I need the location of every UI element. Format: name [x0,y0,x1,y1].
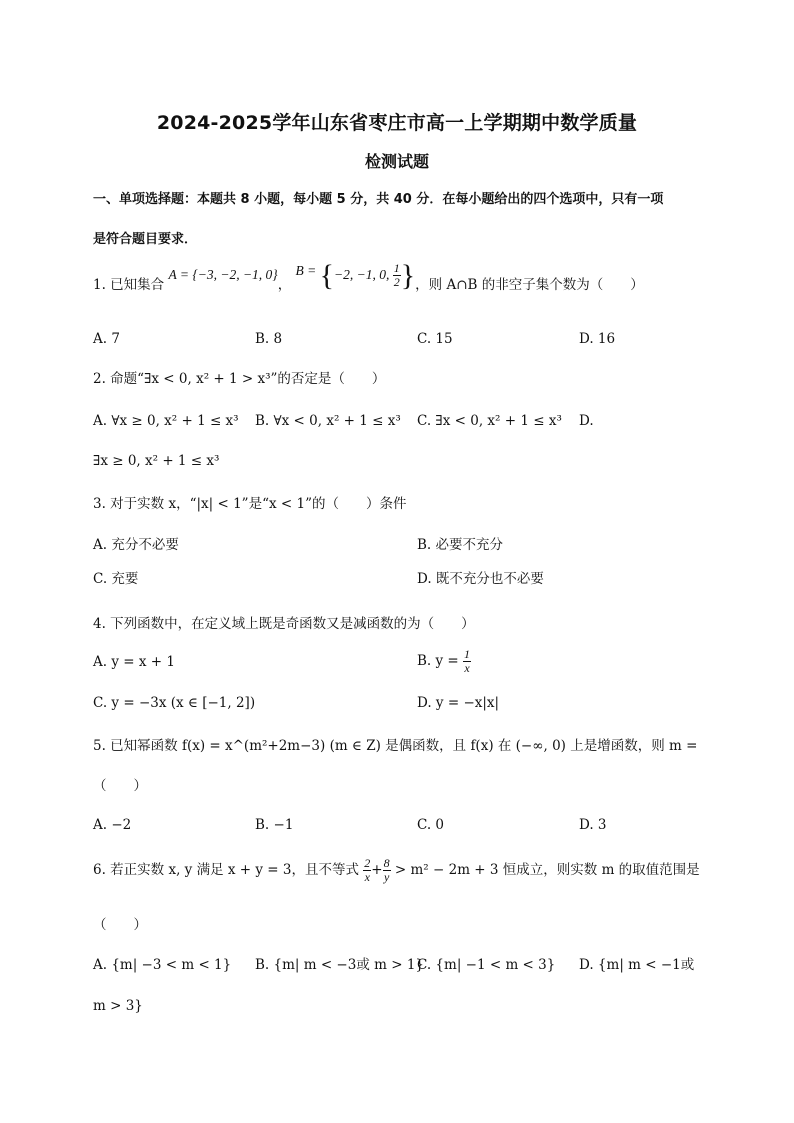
q4-option-b [417,648,471,675]
q1-half-fraction [393,262,401,289]
q3-option-d: D. 既不充分也不必要 [417,571,544,587]
document-subtitle: 检测试题 [364,152,429,171]
q6-option-d: D. {m| m < −1或 [579,957,695,973]
question-6-stem [93,855,700,885]
q5-option-b: B. −1 [255,817,294,833]
q2-option-b: B. ∀x < 0, x² + 1 ≤ x³ [255,413,401,429]
q1-option-b: B. 8 [255,331,283,347]
q4-option-d: D. y = −x|x| [417,695,500,711]
q1-option-d: D. 16 [579,331,616,347]
q4-b-num: 1 [464,647,471,661]
section-heading-line2: 是符合题目要求． [93,232,198,247]
q4-option-b-fraction [463,648,471,675]
q2-option-a: A. ∀x ≥ 0, x² + 1 ≤ x³ [93,413,239,429]
q2-option-d: D. [579,413,594,429]
q4-b-den: x [464,661,470,675]
q1-option-a: A. 7 [93,331,120,347]
q1-set-b-prefix: B = [295,263,320,278]
q6-option-c: C. {m| −1 < m < 3} [417,957,556,973]
q4-option-b-prefix: B. y = [417,653,464,669]
q6-f2-num: 8 [383,856,390,870]
question-6-blank: （ ） [93,917,147,933]
q6-f1-den: x [364,870,370,884]
q6-option-b: B. {m| m < −3或 m > 1} [255,957,424,973]
q3-option-a: A. 充分不必要 [93,537,179,553]
q5-option-a: A. −2 [93,817,132,833]
question-1-stem: 1. 已知集合 A = {−3, −2, −1, 0}， B = {−2, −1, 0, $\frac{1}{2}$ }，则 A∩B 的非空子集个数为（ ） [93,258,644,293]
q1-prefix: 1. 已知集合 [93,277,165,293]
document-title: 2024-2025学年山东省枣庄市高一上学期期中数学质量 [156,112,638,134]
q4-option-a: A. y = x + 1 [93,654,175,670]
q6-suffix: > m² − 2m + 3 恒成立，则实数 m 的取值范围是 [394,862,700,878]
q6-plus: + [371,862,383,878]
q1-brace-left: { [319,258,335,292]
q6-option-a: A. {m| −3 < m < 1} [93,957,232,973]
q1-option-c: C. 15 [417,331,453,347]
question-5-blank: （ ） [93,778,147,794]
q4-option-c: C. y = −3x (x ∈ [−1, 2]) [93,695,256,711]
section-heading-line1: 一、单项选择题：本题共 8 小题，每小题 5 分，共 40 分．在每小题给出的四个选项中，只有一项 [93,192,664,207]
question-5-stem: 5. 已知幂函数 f(x) = x^(m²+2m−3) (m ∈ Z) 是偶函数，且 f(x) 在 (−∞, 0) 上是增函数，则 m = [93,738,698,754]
q6-fraction-2 [383,857,391,884]
question-2-stem: 2. 命题“∃x < 0, x² + 1 > x³”的否定是（ ） [93,371,386,387]
q1-half-den: 2 [393,275,400,289]
q3-option-b: B. 必要不充分 [417,537,504,553]
q1-set-b-items: −2, −1, 0, [334,267,393,282]
q2-option-d-content: ∃x ≥ 0, x² + 1 ≤ x³ [93,453,220,469]
question-4-stem: 4. 下列函数中，在定义域上既是奇函数又是减函数的为（ ） [93,616,475,632]
q2-option-c: C. ∃x < 0, x² + 1 ≤ x³ [417,413,562,429]
q3-option-c: C. 充要 [93,571,139,587]
q1-suffix: ，则 A∩B 的非空子集个数为（ ） [415,277,644,293]
q6-f1-num: 2 [364,856,371,870]
q1-half-num: 1 [393,261,400,275]
q6-f2-den: y [383,870,390,884]
q5-option-c: C. 0 [417,817,445,833]
q1-set-a: A = {−3, −2, −1, 0} [168,267,278,282]
q6-prefix: 6. 若正实数 x, y 满足 x + y = 3，且不等式 [93,862,359,878]
q1-brace-right: } [400,258,416,292]
question-3-stem: 3. 对于实数 x，“|x| < 1”是“x < 1”的（ ）条件 [93,496,407,512]
q5-option-d: D. 3 [579,817,607,833]
q6-option-d-content: m > 3} [93,998,143,1014]
